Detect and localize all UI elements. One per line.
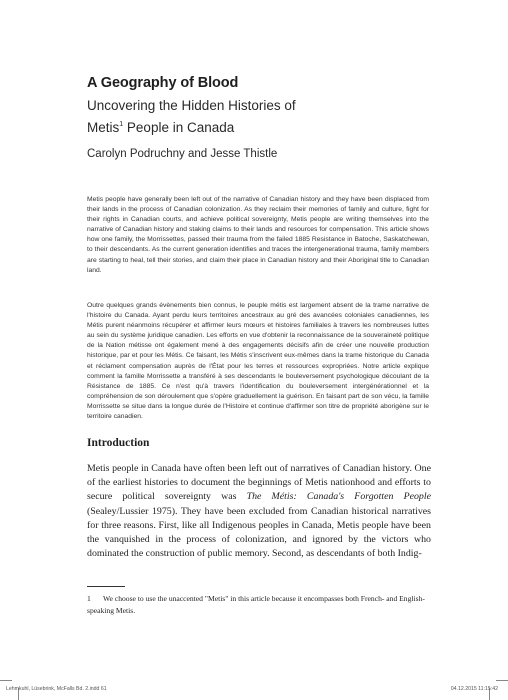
print-slug-timestamp: 04.12.2015 11:15:42 <box>450 686 498 692</box>
abstract-english: Metis people have generally been left out of the narrative of Canadian history and they have been displaced from their lands in the process of Canadian colonization. As they reclaim their memories of family and culture, fight for their rights in Canadian courts, and achieve political sovereignty, Metis people are writing themselves into the narrative of Canadian history and staking claims to their lands and resources for compensation. This article shows how one family, the Morrissettes, passed their trauma from the failed 1885 Resistance in Batoche, Saskatchewan, to their descendants. As the current generation identifies and traces the intergenerational trauma, family members are starting to heal, tell their stories, and claim their place in Canadian history and their Aboriginal title to Canadian land. <box>87 196 429 274</box>
introduction-paragraph <box>87 462 431 561</box>
footnote-rule <box>87 586 125 587</box>
footnote <box>87 593 431 617</box>
intro-text-part-1: Metis people in Canada have often been left out of narratives of Canadian history. One of the earliest histories to document the beginnings of Metis nationhood and efforts to secure political sovereignty was <box>87 463 431 503</box>
abstract-french: Outre quelques grands évènements bien connus, le peuple métis est largement absent de la trame narrative de l'histoire du Canada. Ayant perdu leurs territoires ancestraux au gré des avancées coloniales canadiennes, les Métis purent néanmoins récupérer et affirmer leurs mœurs et histoires familiales à travers les nombreuses luttes au sein du système juridique canadien. Les efforts en vue d'obtenir la reconnaissance de la souveraineté politique de la Nation métisse ont également mené à des engagements décisifs afin de créer une nouvelle production historique, par et pour les Métis. Ce faisant, les Métis s'inscrivent eux-mêmes dans la trame historique du Canada et réclament compensation auprès de l'État pour les terres et ressources expropriées. Notre article explique comment la famille Morrissette a transféré à ses descendants le bouleversement psychologique découlant de la Résistance de 1885. Ce n'est qu'à travers l'identification du bouleversement intergénérationnel et la compréhension de son déroulement que s'opère graduellement la guérison. En faisant part de son vécu, la famille Morrissette se situe dans la longue durée de l'Histoire et continue d'affirmer son titre de propriété aborigène sur le territoire canadien. <box>87 302 429 421</box>
crop-mark-top-left <box>0 680 12 681</box>
subtitle-line-2-post: People in Canada <box>123 120 235 135</box>
subtitle-footnote-marker[interactable]: 1 <box>119 121 124 128</box>
intro-text-part-2: (Sealey/Lussier 1975). They have been excluded from Canadian historical narratives for three reasons. First, like all Indigenous peoples in Canada, Metis people have been the vanquished in the process of colonization, and ignored by the victors who dominated the construction of public memory. Second, as descendants of both Indig- <box>87 505 431 560</box>
print-slug-file: Lehmkuhl, Lüsebrink, McFalls Bd. 2.indd 61 <box>6 686 107 692</box>
footnote-text: We choose to use the unaccented "Metis" in this article because it encompasses both French- and English-speaking Metis. <box>87 594 425 615</box>
footnote-number: 1 <box>87 594 91 603</box>
article-authors: Carolyn Podruchny and Jesse Thistle <box>87 148 278 160</box>
subtitle-line-1: Uncovering the Hidden Histories of <box>87 98 296 113</box>
article-subtitle <box>87 96 387 137</box>
introduction-heading: Introduction <box>87 437 150 449</box>
crop-mark-top-right <box>496 680 508 681</box>
subtitle-line-2-pre: Metis <box>87 120 120 135</box>
article-title: A Geography of Blood <box>87 75 239 91</box>
intro-book-title: The Métis: Canada's Forgotten People <box>246 491 431 503</box>
